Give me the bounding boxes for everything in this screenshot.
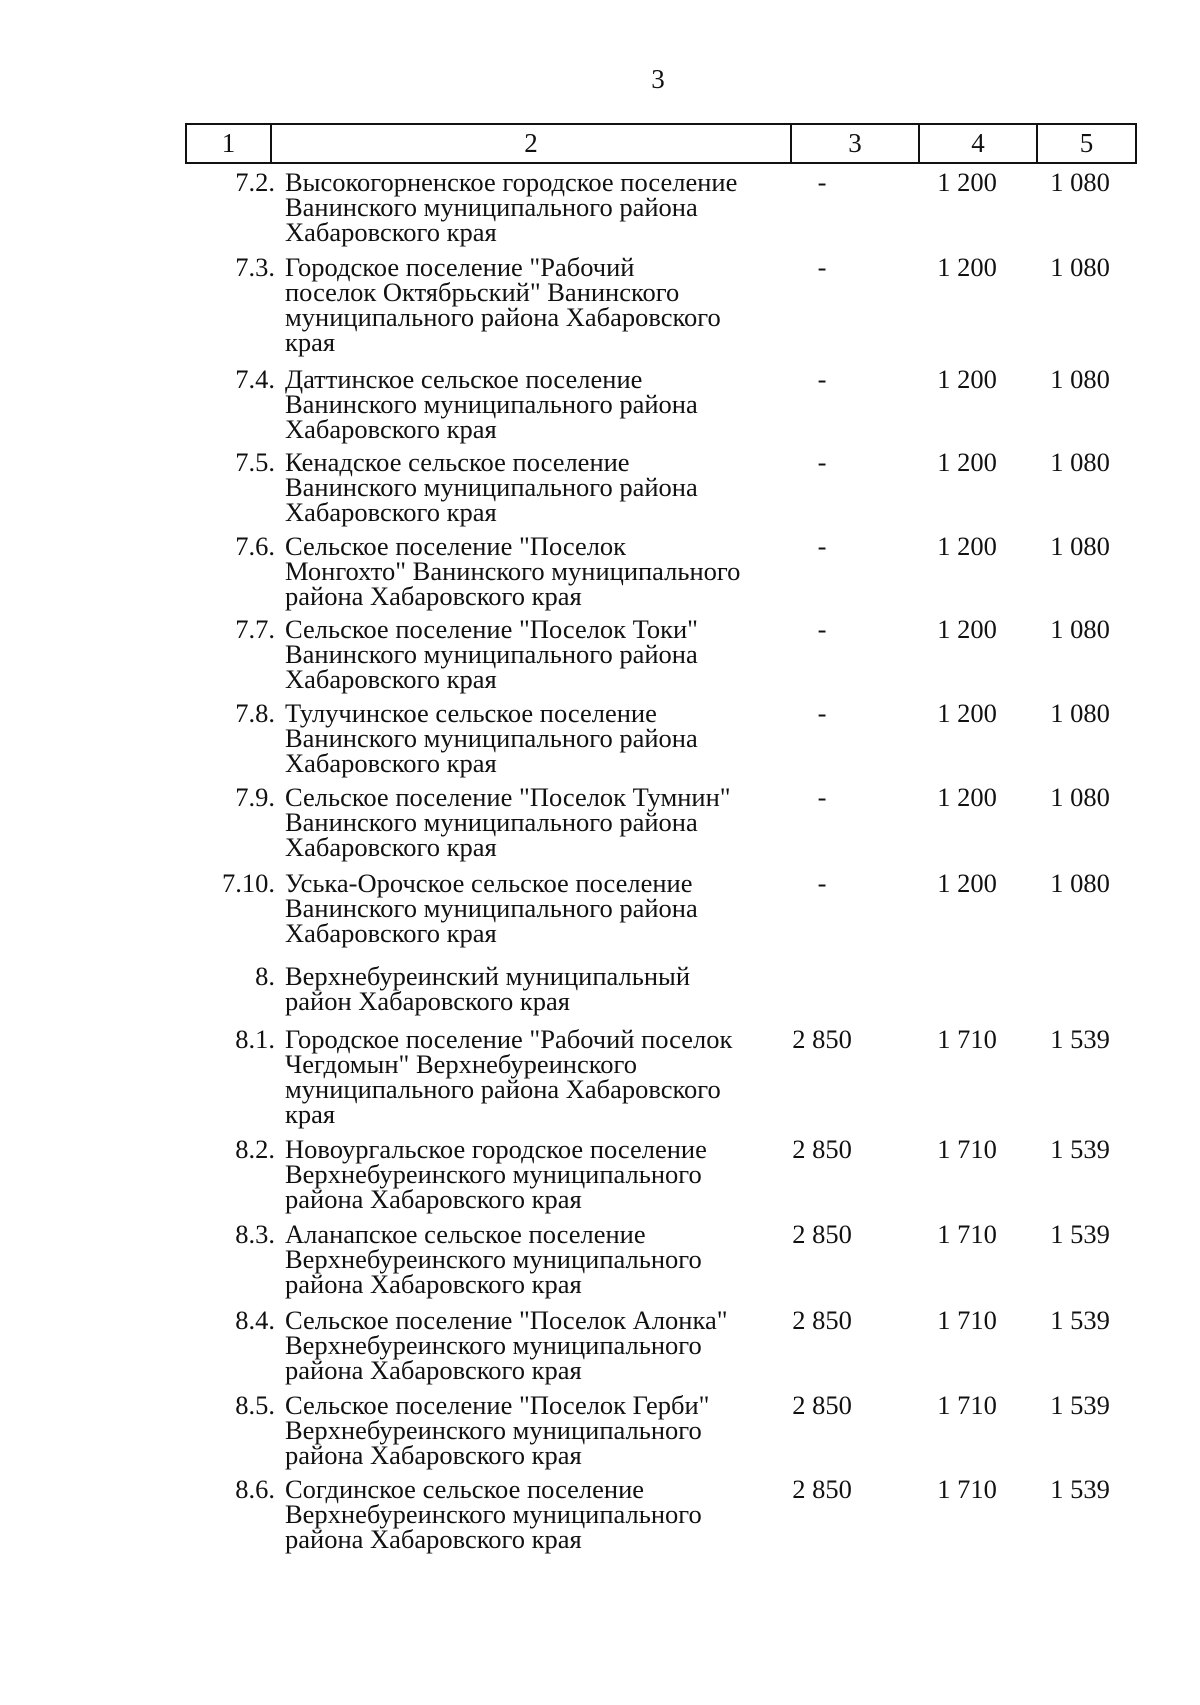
settlement-name bbox=[285, 167, 785, 247]
column-5-value: 1 080 bbox=[1050, 447, 1110, 477]
column-4-value: 1 200 bbox=[937, 252, 997, 282]
settlement-name-line: Сельское поселение "Поселок bbox=[285, 531, 627, 561]
column-5-value: 1 080 bbox=[1050, 531, 1110, 561]
settlement-name-line: Даттинское сельское поселение bbox=[285, 364, 643, 394]
settlement-name bbox=[285, 1219, 785, 1299]
column-5-value: 1 539 bbox=[1050, 1024, 1110, 1054]
settlement-name-line: Верхнебуреинского муниципального bbox=[285, 1330, 702, 1360]
settlement-name-line: района Хабаровского края bbox=[285, 1269, 582, 1299]
column-5-value: 1 539 bbox=[1050, 1390, 1110, 1420]
settlement-name-line: Ванинского муниципального района bbox=[285, 472, 698, 502]
row-number: 7.10. bbox=[222, 868, 275, 898]
settlement-name-line: Ванинского муниципального района bbox=[285, 192, 698, 222]
row-number: 7.2. bbox=[235, 167, 275, 197]
settlement-name-line: Ванинского муниципального района bbox=[285, 389, 698, 419]
settlement-name-line: район Хабаровского края bbox=[285, 986, 570, 1016]
settlement-name-line: района Хабаровского края bbox=[285, 581, 582, 611]
column-4-value: 1 710 bbox=[937, 1390, 997, 1420]
column-4-value: 1 710 bbox=[937, 1305, 997, 1335]
column-4-value: 1 710 bbox=[937, 1474, 997, 1504]
settlement-name bbox=[285, 614, 785, 694]
settlement-name-line: района Хабаровского края bbox=[285, 1184, 582, 1214]
column-4-value: 1 200 bbox=[937, 447, 997, 477]
settlement-name-line: края bbox=[285, 1099, 336, 1129]
settlement-name bbox=[285, 364, 785, 444]
settlement-name-line: Хабаровского края bbox=[285, 664, 497, 694]
row-number: 8.4. bbox=[235, 1305, 275, 1335]
column-header-3: 3 bbox=[791, 124, 919, 163]
settlement-name-line: Чегдомын" Верхнебуреинского bbox=[285, 1049, 637, 1079]
settlement-name-line: Аланапское сельское поселение bbox=[285, 1219, 646, 1249]
settlement-name bbox=[285, 1134, 785, 1214]
column-4-value: 1 200 bbox=[937, 531, 997, 561]
settlement-name bbox=[285, 782, 785, 862]
row-number: 7.9. bbox=[235, 782, 275, 812]
row-number: 7.4. bbox=[235, 364, 275, 394]
column-3-value: 2 850 bbox=[792, 1390, 852, 1420]
column-3-value: - bbox=[817, 614, 827, 644]
settlement-name-line: Хабаровского края bbox=[285, 497, 497, 527]
row-number: 7.3. bbox=[235, 252, 275, 282]
settlement-name-line: Монгохто" Ванинского муниципального bbox=[285, 556, 741, 586]
settlement-name-line: муниципального района Хабаровского bbox=[285, 1074, 721, 1104]
settlement-name-line: муниципального района Хабаровского bbox=[285, 302, 721, 332]
settlement-name bbox=[285, 447, 785, 527]
settlement-name-line: района Хабаровского края bbox=[285, 1440, 582, 1470]
column-4-value: 1 200 bbox=[937, 167, 997, 197]
column-5-value: 1 080 bbox=[1050, 364, 1110, 394]
settlement-name-line: поселок Октябрьский" Ванинского bbox=[285, 277, 680, 307]
settlement-name-line: Верхнебуреинского муниципального bbox=[285, 1244, 702, 1274]
settlement-name-line: Хабаровского края bbox=[285, 217, 497, 247]
row-number: 7.6. bbox=[235, 531, 275, 561]
settlement-name-line: края bbox=[285, 327, 336, 357]
settlement-name-line: Хабаровского края bbox=[285, 832, 497, 862]
settlement-name-line: Верхнебуреинского муниципального bbox=[285, 1415, 702, 1445]
column-header-2: 2 bbox=[271, 124, 791, 163]
column-5-value: 1 080 bbox=[1050, 614, 1110, 644]
settlement-name bbox=[285, 698, 785, 778]
settlement-name-line: Сельское поселение "Поселок Тумнин" bbox=[285, 782, 731, 812]
column-5-value: 1 080 bbox=[1050, 252, 1110, 282]
settlement-name-line: Сельское поселение "Поселок Токи" bbox=[285, 614, 699, 644]
column-5-value: 1 080 bbox=[1050, 782, 1110, 812]
settlement-name bbox=[285, 1305, 785, 1385]
settlement-name-line: Сельское поселение "Поселок Алонка" bbox=[285, 1305, 728, 1335]
row-number: 8.2. bbox=[235, 1134, 275, 1164]
column-header-5: 5 bbox=[1037, 124, 1136, 163]
settlement-name-line: Хабаровского края bbox=[285, 748, 497, 778]
row-number: 8.5. bbox=[235, 1390, 275, 1420]
settlement-name-line: района Хабаровского края bbox=[285, 1524, 582, 1554]
column-5-value: 1 080 bbox=[1050, 868, 1110, 898]
column-header-4: 4 bbox=[919, 124, 1037, 163]
row-number: 7.5. bbox=[235, 447, 275, 477]
settlement-name-line: Ванинского муниципального района bbox=[285, 893, 698, 923]
settlement-name-line: Сельское поселение "Поселок Герби" bbox=[285, 1390, 710, 1420]
settlement-name-line: Согдинское сельское поселение bbox=[285, 1474, 645, 1504]
settlement-name bbox=[285, 1390, 785, 1470]
column-3-value: - bbox=[817, 868, 827, 898]
column-4-value: 1 200 bbox=[937, 614, 997, 644]
column-3-value: 2 850 bbox=[792, 1305, 852, 1335]
settlement-name-line: Городское поселение "Рабочий bbox=[285, 252, 635, 282]
settlement-name bbox=[285, 252, 785, 357]
settlement-name-line: Хабаровского края bbox=[285, 414, 497, 444]
row-number: 8.1. bbox=[235, 1024, 275, 1054]
column-3-value: 2 850 bbox=[792, 1134, 852, 1164]
column-3-value: - bbox=[817, 252, 827, 282]
column-4-value: 1 200 bbox=[937, 868, 997, 898]
column-3-value: - bbox=[817, 531, 827, 561]
column-4-value: 1 200 bbox=[937, 364, 997, 394]
column-4-value: 1 200 bbox=[937, 782, 997, 812]
row-number: 8.6. bbox=[235, 1474, 275, 1504]
column-5-value: 1 539 bbox=[1050, 1305, 1110, 1335]
column-4-value: 1 710 bbox=[937, 1134, 997, 1164]
column-3-value: - bbox=[817, 447, 827, 477]
column-3-value: 2 850 bbox=[792, 1024, 852, 1054]
column-5-value: 1 539 bbox=[1050, 1219, 1110, 1249]
column-3-value: - bbox=[817, 364, 827, 394]
settlement-name-line: района Хабаровского края bbox=[285, 1355, 582, 1385]
column-4-value: 1 710 bbox=[937, 1219, 997, 1249]
column-3-value: - bbox=[817, 698, 827, 728]
column-header-table bbox=[185, 123, 1137, 164]
column-5-value: 1 539 bbox=[1050, 1474, 1110, 1504]
settlement-name-line: Ванинского муниципального района bbox=[285, 807, 698, 837]
row-number: 7.8. bbox=[235, 698, 275, 728]
settlement-name-line: Ванинского муниципального района bbox=[285, 723, 698, 753]
settlement-name bbox=[285, 1024, 785, 1129]
settlement-name-line: Высокогорненское городское поселение bbox=[285, 167, 738, 197]
settlement-name bbox=[285, 1474, 785, 1554]
column-5-value: 1 539 bbox=[1050, 1134, 1110, 1164]
column-3-value: - bbox=[817, 167, 827, 197]
settlement-name-line: Верхнебуреинского муниципального bbox=[285, 1159, 702, 1189]
page-number: 3 bbox=[651, 64, 665, 94]
column-5-value: 1 080 bbox=[1050, 167, 1110, 197]
row-number: 8.3. bbox=[235, 1219, 275, 1249]
column-3-value: - bbox=[817, 782, 827, 812]
settlement-name bbox=[285, 531, 785, 611]
settlement-name-line: Тулучинское сельское поселение bbox=[285, 698, 657, 728]
settlement-name-line: Хабаровского края bbox=[285, 918, 497, 948]
settlement-name-line: Уська-Орочское сельское поселение bbox=[285, 868, 693, 898]
settlement-name-line: Верхнебуреинский муниципальный bbox=[285, 961, 691, 991]
settlement-name bbox=[285, 961, 785, 1016]
column-5-value: 1 080 bbox=[1050, 698, 1110, 728]
settlement-name-line: Кенадское сельское поселение bbox=[285, 447, 630, 477]
row-number: 8. bbox=[255, 961, 275, 991]
column-4-value: 1 200 bbox=[937, 698, 997, 728]
column-header-1: 1 bbox=[186, 124, 271, 163]
row-number: 7.7. bbox=[235, 614, 275, 644]
settlement-name bbox=[285, 868, 785, 948]
settlement-name-line: Городское поселение "Рабочий поселок bbox=[285, 1024, 733, 1054]
column-3-value: 2 850 bbox=[792, 1219, 852, 1249]
settlement-name-line: Верхнебуреинского муниципального bbox=[285, 1499, 702, 1529]
column-4-value: 1 710 bbox=[937, 1024, 997, 1054]
settlement-name-line: Ванинского муниципального района bbox=[285, 639, 698, 669]
column-header-row bbox=[186, 124, 1136, 163]
column-3-value: 2 850 bbox=[792, 1474, 852, 1504]
settlement-name-line: Новоургальское городское поселение bbox=[285, 1134, 707, 1164]
